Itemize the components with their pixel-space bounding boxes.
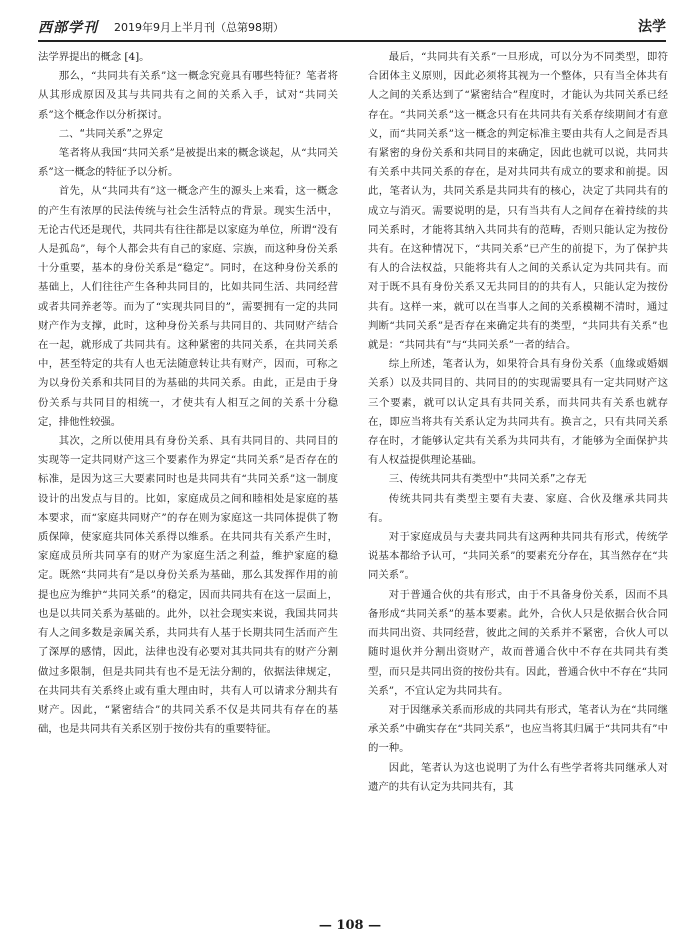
paragraph: 对于因继承关系而形成的共同共有形式，笔者认为在“共同继承关系”中确实存在“共同关系”，也应当将其归属于“共同共有”中的一种。 — [368, 703, 668, 755]
right-column — [368, 48, 668, 908]
paragraph: 其次，之所以使用具有身份关系、具有共同目的、共同目的实现等一定共同财产这三个要素作为界定“共同关系”是否存在的标准，是因为这三大要素同时也是共同共有“共同关系”这一制度设计的出发点与目的。比如，家庭成员之间和睦相处是家庭的基本要求，而“家庭共同财产”的存在则为家庭这一共同体提供了物质保障，使家庭共同体关系得以维系。在共同共有关系产生时，家庭成员所共同享有的财产为家庭生活之利益，维护家庭的稳定。既然“共同共有”是以身份关系为基础，那么其发挥作用的前提也应为维护“共同关系”的稳定，因而共同共有在这一层面上，也是以共同关系为基础的。此外，以社会现实来说，我国共同共有人之间多数是亲属关系，共同共有人基于长期共同生活而产生了深厚的感情，因此，法律也没有必要对其共同共有的财产分割做过多限制，但是共同共有也不是无法分割的，依据法律规定，在共同共有关系终止或有重大理由时，共有人可以请求分割共有财产。因此，“紧密结合”的共同关系不仅是共同共有存在的基础，也是共同共有关系区别于按份共有的重要特征。 — [38, 435, 338, 736]
issue-info: 2019年9月上半月刊（总第98期） — [114, 21, 284, 34]
paragraph: 最后，“共同共有关系”一旦形成，可以分为不同类型，即符合团体主义原则，因此必须将其视为一个整体，只有当全体共有人之间的关系达到了“紧密结合”程度时，才能认为共同关系已经存在。“共同关系”这一概念只有在共同共有关系存续期间才有意义，而“共同关系”这一概念的判定标准主要由共有人之间是否具有紧密的身份关系和共同目的来确定，因此也就可以说，共同共有关系中共同关系的存在，是对共同共有成立的要求和前提。因此，笔者认为，共同关系是共同共有的核心，决定了共同共有的成立与消灭。需要说明的是，只有当共有人之间存在着持续的共同关系时，才能将其纳入共同共有的范畴，否则只能认定为按份共有。在这种情况下，“共同关系”已产生的前提下，为了保护共有人的合法权益，只能将共有人之间的关系认定为共同共有。而对于既不具有身份关系又无共同目的的共有人，只能认定为按份共有。这样一来，就可以在当事人之间的关系模糊不清时，通过判断“共同关系”是否存在来确定共有的类型，“共同共有关系”也就是：“共同共有”与“共同关系”一者的结合。 — [368, 51, 668, 352]
paragraph: 对于普通合伙的共有形式，由于不具备身份关系，因而不具备形成“共同关系”的基本要素。此外，合伙人只是依据合伙合同而共同出资、共同经营，彼此之间的关系并不紧密，合伙人可以随时退伙并分割出资财产，故而普通合伙中不存在共同共有类型，而只是共同出资的按份共有。因此，普通合伙中不存在“共同关系”，不宜认定为共同共有。 — [368, 588, 668, 697]
paragraph: 因此，笔者认为这也说明了为什么有些学者将共同继承人对遗产的共有认定为共同共有，其 — [368, 761, 668, 793]
paragraph: 综上所述，笔者认为，如果符合具有身份关系（血缘或婚姻关系）以及共同目的、共同目的的实现需要具有一定共同财产这三个要素，就可以认定具有共同关系，而共同共有关系也就存在，即应当将共有关系认定为共同共有。换言之，只有共同关系存在时，才能够认定共有关系为共同共有，才能够为全面保护共有人权益提供理论基础。 — [368, 358, 668, 467]
page-number: — 108 — — [318, 918, 382, 933]
left-column — [38, 48, 338, 908]
section-label: 法学 — [638, 19, 666, 35]
journal-name: 西部学刊 — [38, 20, 98, 36]
section-heading: 三、传统共同共有类型中“共同关系”之存无 — [388, 473, 587, 486]
section-heading: 二、“共同关系”之界定 — [58, 127, 164, 140]
paragraph: 首先，从“共同共有”这一概念产生的源头上来看，这一概念的产生有浓厚的民法传统与社会生活特点的背景。现实生活中，无论古代还是现代，共同共有往往都是以家庭为单位，所谓“没有人是孤岛”，每个人都会共有自己的家庭、宗族，而这种身份关系十分重要，基本的身份关系是“稳定”。同时，在这种身份关系的基础上，人们往往产生各种共同目的，比如共同生活、共同经营或者共同养老等。而为了“实现共同目的”，需要拥有一定的共同财产作为支撑，此时，这种身份关系与共同目的、共同财产结合在一起，就形成了共同共有。这种紧密的共同关系，在共同关系中，甚至特定的共有人也无法随意转让共有财产，因而，可称之为以身份关系和共同目的为基础的共同关系。由此，正是由于身份关系与共同目的相统一，才使共有人相互之间的关系十分稳定，排他性较强。 — [38, 185, 338, 428]
paragraph: 笔者将从我国“共同关系”是被提出来的概念谈起，从“共同关系”这一概念的特征予以分析。 — [38, 147, 338, 179]
paragraph: 那么，“共同共有关系”这一概念究竟具有哪些特征？笔者将从其形成原因及其与共同共有之间的关系入手，试对“共同关系”这个概念作以分析探讨。 — [38, 70, 338, 121]
paragraph: 传统共同共有类型主要有夫妻、家庭、合伙及继承共同共有。 — [368, 492, 668, 524]
paragraph: 法学界提出的概念 [4]。 — [38, 51, 150, 63]
paragraph: 对于家庭成员与夫妻共同共有这两种共同共有形式，传统学说基本都给予认可，“共同关系”的要素充分存在，其当然存在“共同关系”。 — [368, 531, 668, 582]
running-header — [38, 14, 666, 42]
